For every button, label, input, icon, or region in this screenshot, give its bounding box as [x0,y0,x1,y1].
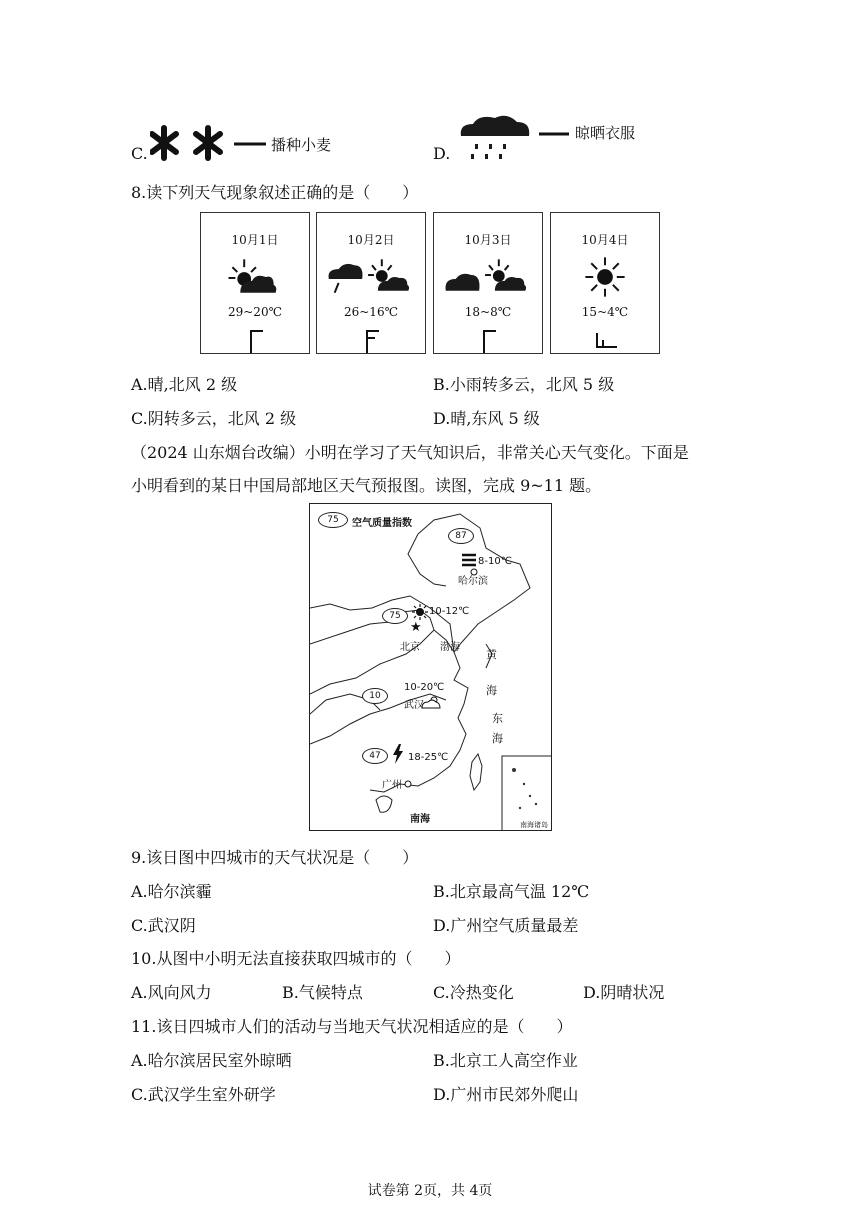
inset-label: 南海诸岛 [520,821,548,829]
q9-option-b: B.北京最高气温 12℃ [433,882,590,901]
harbin-name: 哈尔滨 [458,576,488,587]
beijing-aqi: 75 [382,608,408,624]
south-sea-label: 南海 [410,814,430,825]
q8-option-a: A.晴,北风 2 级 [131,375,238,394]
beijing-name: 北京 [400,642,420,653]
heavy-snow-icon [150,124,270,164]
forecast-card-3 [433,212,543,354]
card-date: 10月1日 [231,233,279,247]
q8-option-d: D.晴,东风 5 级 [433,409,540,428]
rain-cloud-icon [455,112,575,164]
q10-stem: 10.从图中小明无法直接获取四城市的（ ） [131,949,461,968]
q8-option-b: B.小雨转多云，北风 5 级 [433,375,615,394]
card-date: 10月4日 [581,233,629,247]
north-wind-5-icon [357,325,387,355]
harbin-aqi: 87 [448,528,474,544]
thunderstorm-icon [392,744,404,764]
east-sea-label-2: 海 [492,732,503,745]
sunny-icon [412,604,428,620]
q9-option-a: A.哈尔滨霾 [131,882,212,901]
q7-option-d-letter: D. [433,144,451,163]
q11-option-c: C.武汉学生室外研学 [131,1085,276,1104]
q9-option-d: D.广州空气质量最差 [433,916,579,935]
q10-option-b: B.气候特点 [282,983,363,1002]
q9-option-c: C.武汉阴 [131,916,196,935]
legend-oval: 75 [318,512,348,528]
q11-option-b: B.北京工人高空作业 [433,1051,578,1070]
sunny-icon [551,253,659,301]
page-footer: 试卷第 2页，共 4页 [367,1183,493,1199]
q10-option-d: D.阴晴状况 [583,983,665,1002]
east-sea-label-1: 东 [492,712,503,725]
partly-cloudy-icon [201,253,309,301]
wuhan-aqi: 10 [362,688,388,704]
capital-star-icon: ★ [410,620,422,635]
card-date: 10月2日 [347,233,395,247]
intro-line-2: 小明看到的某日中国局部地区天气预报图。读图，完成 9~11 题。 [131,476,602,495]
q8-option-c: C.阴转多云，北风 2 级 [131,409,297,428]
light-rain-to-cloudy-icon [317,253,425,301]
china-region-outline [310,504,552,831]
wuhan-temp: 10-20℃ [404,682,445,693]
east-wind-5-icon [591,325,621,355]
north-wind-2-icon [241,325,271,355]
forecast-card-2 [316,212,426,354]
card-date: 10月3日 [464,233,512,247]
q7-option-d-text: 晾晒衣服 [575,124,636,142]
harbin-temp: 8-10℃ [478,556,512,567]
weather-map [309,503,552,831]
q9-stem: 9.该日图中四城市的天气状况是（ ） [131,848,419,867]
guangzhou-temp: 18-25℃ [408,752,449,763]
card-temp: 15~4℃ [581,305,629,319]
wuhan-name: 武汉 [404,700,424,711]
q7-option-c-letter: C. [131,144,148,163]
q11-option-a: A.哈尔滨居民室外晾晒 [131,1051,292,1070]
card-temp: 29~20℃ [227,305,283,319]
yellow-sea-label-1: 黄 [486,648,497,661]
yellow-sea-label-2: 海 [486,684,497,697]
forecast-card-1 [200,212,310,354]
card-temp: 26~16℃ [343,305,399,319]
q11-option-d: D.广州市民郊外爬山 [433,1085,579,1104]
legend-text: 空气质量指数 [352,518,412,529]
q7-option-c-text: 播种小麦 [271,136,332,154]
overcast-to-cloudy-icon [434,253,542,301]
q10-option-c: C.冷热变化 [433,983,514,1002]
guangzhou-name: 广州 [382,780,402,791]
bohai-label: 渤海 [440,642,460,653]
guangzhou-aqi: 47 [362,748,388,764]
beijing-temp: 10-12℃ [429,606,470,617]
north-wind-2-icon [474,325,504,355]
city-marker-icon [404,780,412,788]
q11-stem: 11.该日四城市人们的活动与当地天气状况相适应的是（ ） [131,1017,573,1036]
card-temp: 18~8℃ [464,305,512,319]
q8-stem: 8.读下列天气现象叙述正确的是（ ） [131,183,419,202]
intro-line-1: （2024 山东烟台改编）小明在学习了天气知识后，非常关心天气变化。下面是 [131,443,689,462]
forecast-card-4 [550,212,660,354]
q10-option-a: A.风向风力 [131,983,212,1002]
